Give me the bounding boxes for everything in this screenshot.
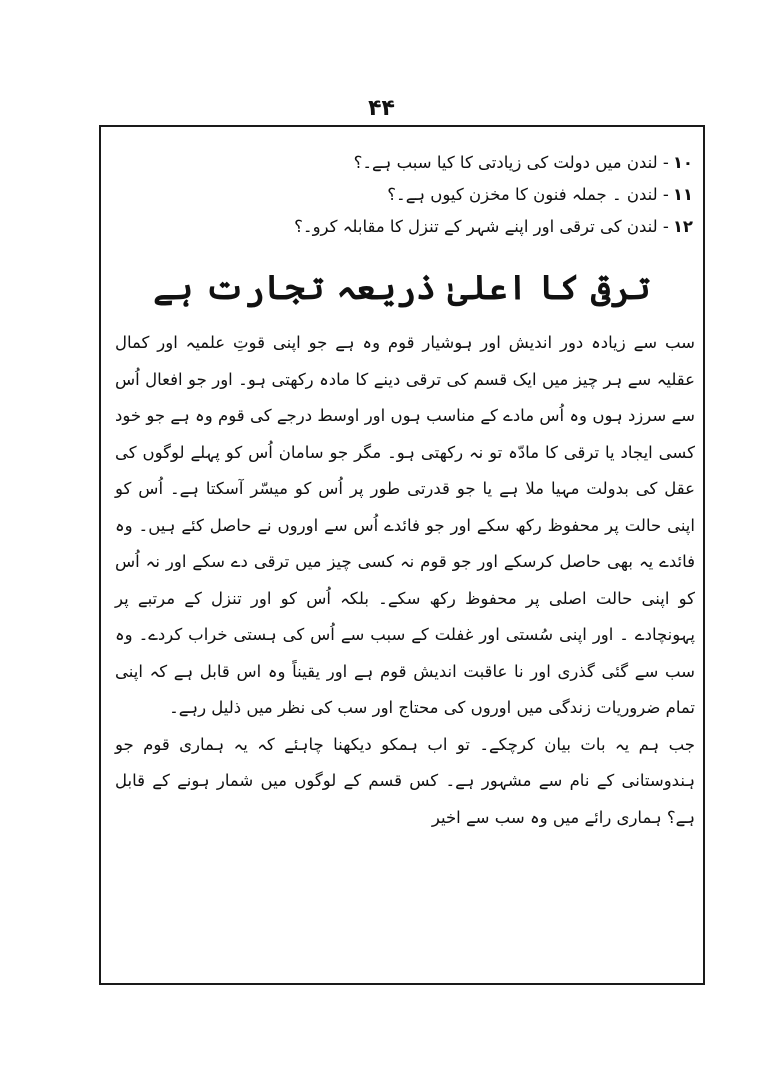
- question-list: [101, 127, 703, 243]
- question-number: ۱۰: [672, 153, 693, 172]
- paragraph: سب سے زیادہ دور اندیش اور ہوشیار قوم وہ ہے جو اپنی قوتِ علمیہ اور کمال عقلیہ سے ہر چیز میں ایک قسم کی ترقی دینے کا مادہ رکھتی ہو۔ اور جو افعال اُس سے سرزد ہوں وہ اُس مادے کے مناسب ہوں اور اوسط درجے کی قوم وہ ہے جو خود کسی ایجاد یا ترقی کا مادّہ تو نہ رکھتی ہو۔ مگر جو سامان اُس کو پہلے لوگوں کی عقل کی بدولت مہیا ملا ہے یا جو قدرتی طور پر اُس کو میسّر آسکتا ہے۔ اُس کو اپنی حالت پر محفوظ رکھ سکے اور جو فائدے اُس سے اوروں نے حاصل کئے ہیں۔ وہ فائدے یہ بھی حاصل کرسکے اور جو قوم نہ کسی چیز میں ترقی دے سکے اور نہ اُس کو اپنی حالت اصلی پر محفوظ رکھ سکے۔ بلکہ اُس کو اور تنزل کے مرتبے پر پہونچادے ۔ اور اپنی سُستی اور غفلت کے سبب سے اُس کی ہستی خراب کردے۔ وہ سب سے گئی گذری اور نا عاقبت اندیش قوم ہے اور یقیناً وہ اس قابل ہے کہ اپنی تمام ضروریات زندگی میں اوروں کی محتاج اور سب کی نظر میں ذلیل رہے۔: [115, 333, 695, 717]
- question-text: لندن ۔ جملہ فنون کا مخزن کیوں ہے۔؟: [387, 185, 658, 204]
- question-text: لندن میں دولت کی زیادتی کا کیا سبب ہے۔؟: [353, 153, 658, 172]
- section-heading: ترقی کا اعلیٰ ذریعہ تجارت ہے: [153, 268, 651, 308]
- body-text: [101, 325, 703, 836]
- page-frame: [99, 125, 705, 985]
- paragraph: جب ہم یہ بات بیان کرچکے۔ تو اب ہمکو دیکھنا چاہئے کہ یہ ہماری قوم جو ہندوستانی کے نام سے مشہور ہے۔ کس قسم کے لوگوں میں شمار ہونے کے قابل ہے؟ ہماری رائے میں وہ سب سے اخیر: [115, 734, 695, 827]
- page-number: ۴۴: [368, 96, 395, 121]
- question-item: ۱۲- لندن کی ترقی اور اپنے شہر کے تنزل کا مقابلہ کرو۔؟: [294, 217, 693, 236]
- question-number: ۱۲: [672, 217, 693, 236]
- question-item: ۱۰- لندن میں دولت کی زیادتی کا کیا سبب ہے۔؟: [353, 153, 693, 172]
- question-number: ۱۱: [672, 185, 693, 204]
- question-text: لندن کی ترقی اور اپنے شہر کے تنزل کا مقابلہ کرو۔؟: [294, 217, 658, 236]
- question-item: ۱۱- لندن ۔ جملہ فنون کا مخزن کیوں ہے۔؟: [387, 185, 693, 204]
